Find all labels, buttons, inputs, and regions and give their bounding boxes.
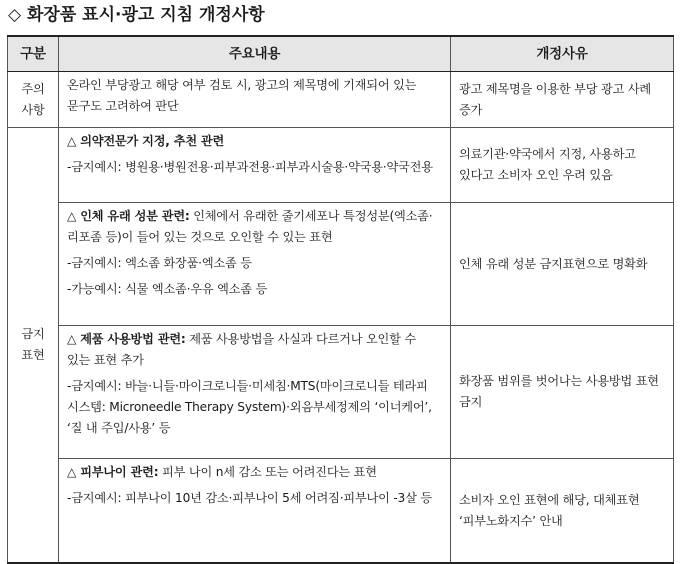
content-item <box>59 326 451 459</box>
reason-item: 인체 유래 성분 금지표현으로 명확화 <box>451 203 674 326</box>
reason-item: 소비자 오인 표현에 해당, 대체표현 ‘피부노화지수’ 안내 <box>451 459 674 564</box>
content-item <box>59 203 451 326</box>
item-example: -가능예시: 식물 엑소좀·우유 엑소좀 등 <box>67 282 268 296</box>
item-title: △ 피부나이 관련: <box>67 465 159 479</box>
item-example: -금지예시: 피부나이 10년 감소·피부나이 5세 어려짐·피부나이 -3살 등 <box>67 491 432 505</box>
header-category: 구분 <box>8 36 59 72</box>
table-row <box>8 203 674 326</box>
table-header-row <box>8 36 674 72</box>
category-prohibit-text: 금지 표현 <box>21 327 45 362</box>
item-title-rest: 피부 나이 n세 감소 또는 어려진다는 표현 <box>158 465 377 479</box>
category-prohibit <box>8 128 59 564</box>
reason-item: 의료기관·약국에서 지정, 사용하고 있다고 소비자 오인 우려 있음 <box>451 128 674 203</box>
reason-note: 광고 제목명을 이용한 부당 광고 사례 증가 <box>451 72 674 128</box>
item-title-rest: 제품 사용방법을 사실과 다르거나 오인할 수 있는 표현 추가 <box>67 332 416 367</box>
table-row <box>8 128 674 203</box>
item-title-rest: 인체에서 유래한 줄기세포나 특정성분(엑소좀·리포좀 등)이 들어 있는 것으로 오인할 수 있는 표현 <box>67 209 433 244</box>
item-title: △ 인체 유래 성분 관련: <box>67 209 190 223</box>
table-row-note <box>8 72 674 128</box>
content-item <box>59 128 451 203</box>
table-row <box>8 459 674 564</box>
content-note: 온라인 부당광고 해당 여부 검토 시, 광고의 제목명에 기재되어 있는 문구도 고려하여 판단 <box>59 72 451 128</box>
item-example: -금지예시: 바늘·니들·마이크로니들·미세침·MTS(마이크로니들 테라피 시스템: Microneedle Therapy System)·외음부세정제의 ‘이너케어’, ‘질 내 주입/사용’ 등 <box>67 379 432 435</box>
page-title: ◇ 화장품 표시·광고 지침 개정사항 <box>8 5 265 25</box>
header-reason: 개정사유 <box>451 36 674 72</box>
revision-table <box>7 35 674 564</box>
content-item <box>59 459 451 564</box>
category-note <box>8 72 59 128</box>
category-note-text: 주의 사항 <box>21 81 45 117</box>
item-title: △ 의약전문가 지정, 추천 관련 <box>67 134 225 148</box>
item-title: △ 제품 사용방법 관련: <box>67 332 186 346</box>
table-row <box>8 326 674 459</box>
header-content: 주요내용 <box>59 36 451 72</box>
item-example: -금지예시: 병원용·병원전용·피부과전용·피부과시술용·약국용·약국전용 <box>67 160 433 174</box>
reason-item: 화장품 범위를 벗어나는 사용방법 표현 금지 <box>451 326 674 459</box>
item-example: -금지예시: 엑소좀 화장품·엑소좀 등 <box>67 256 252 270</box>
